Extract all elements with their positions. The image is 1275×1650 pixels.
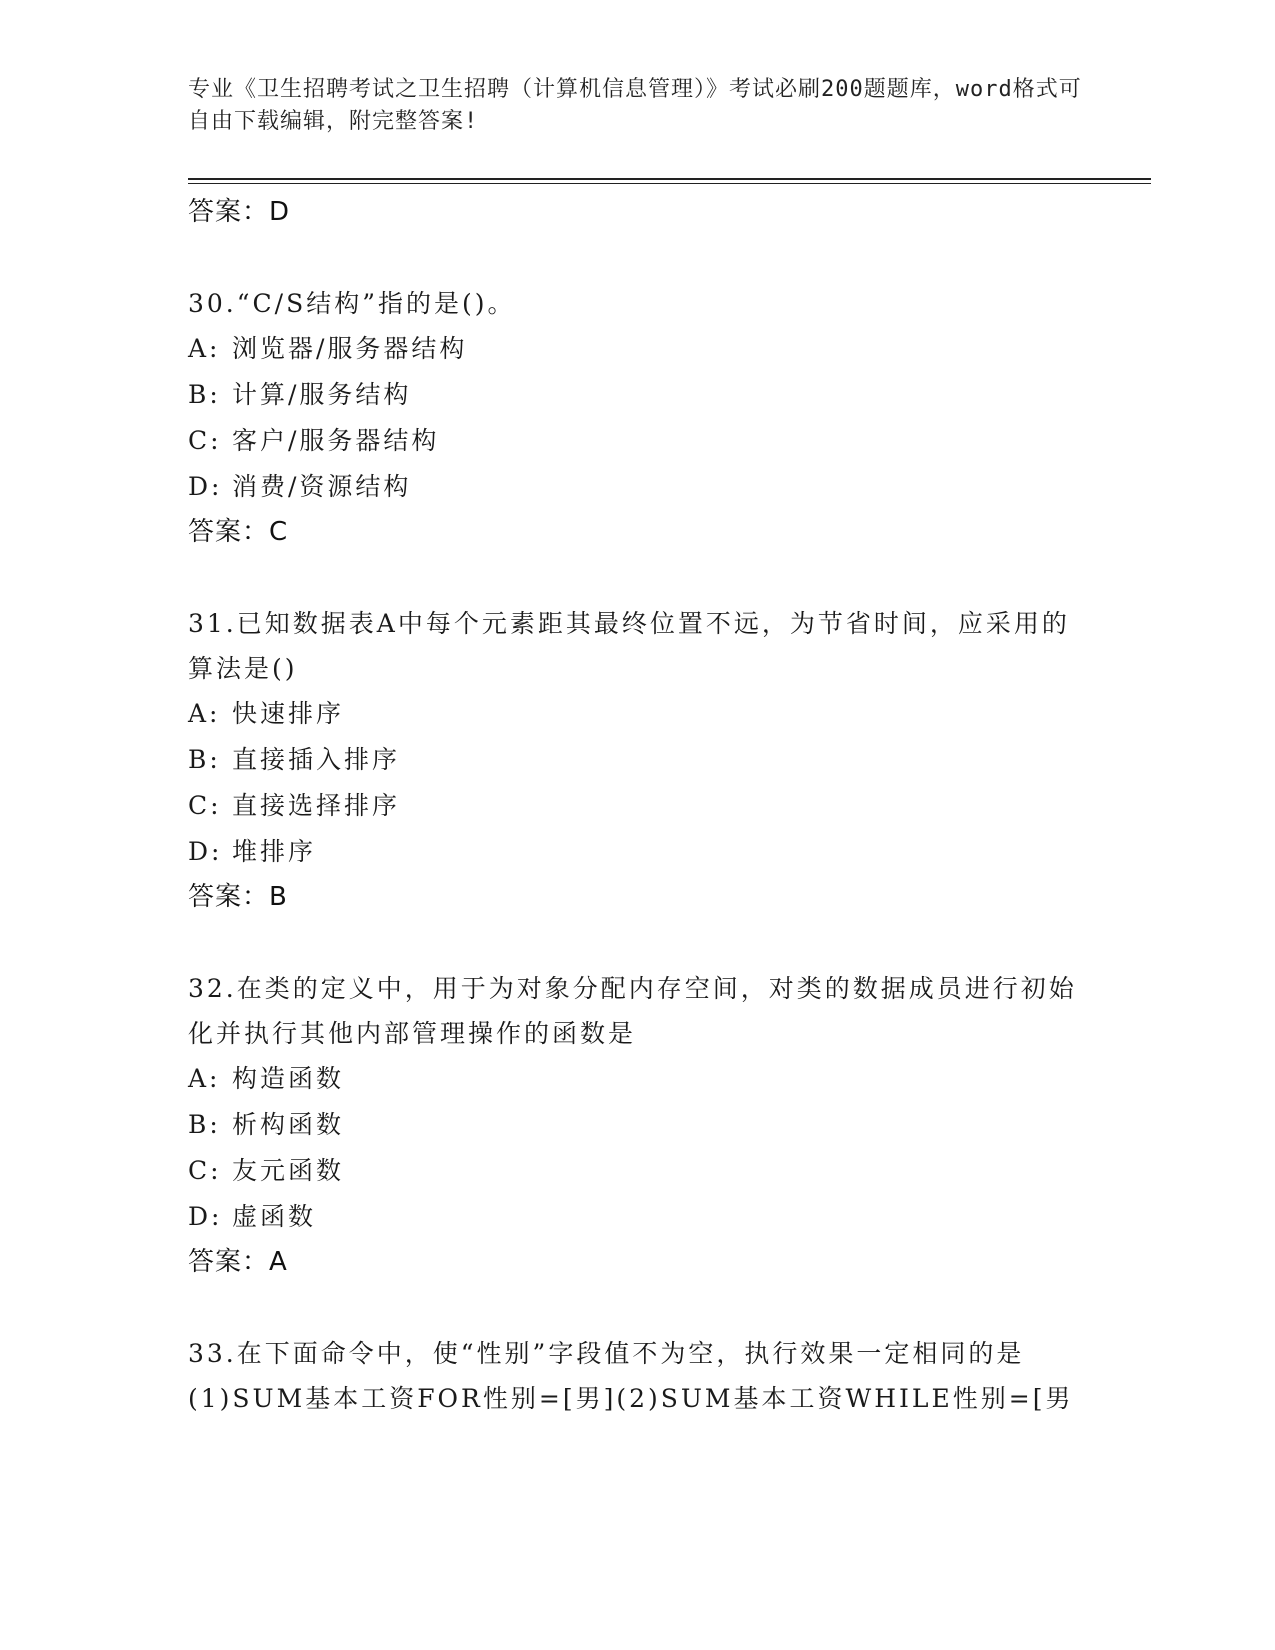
question-30 [188,281,1088,555]
option-letter: C: [188,791,222,820]
option-letter: A: [188,1064,221,1093]
option-d [188,464,1088,510]
option-text: 虚函数 [232,1202,317,1231]
option-text: 客户/服务器结构 [232,426,440,455]
option-d [188,829,1088,875]
question-stem: 31.已知数据表A中每个元素距其最终位置不远，为节省时间，应采用的算法是() [188,609,1070,683]
option-letter: D: [188,837,223,866]
option-b [188,372,1088,418]
option-letter: B: [188,380,221,409]
option-letter: C: [188,1156,222,1185]
question-stem: 30.“C/S结构”指的是()。 [188,289,516,318]
option-letter: A: [188,334,221,363]
option-text: 直接插入排序 [232,745,401,774]
question-31 [188,601,1088,920]
document-header: 专业《卫生招聘考试之卫生招聘（计算机信息管理）》考试必刷200题题库，word格式可自由下载编辑，附完整答案! [188,77,1082,134]
option-letter: A: [188,699,221,728]
option-letter: B: [188,745,221,774]
option-c [188,418,1088,464]
option-a [188,326,1088,372]
answer-line: 答案：C [188,517,289,547]
option-b [188,1102,1088,1148]
answer-line: 答案：B [188,882,288,912]
question-33 [188,1331,1088,1421]
option-letter: C: [188,426,222,455]
answer-line: 答案：A [188,1247,288,1277]
option-text: 消费/资源结构 [232,472,412,501]
option-a [188,691,1088,737]
header-rule [188,178,1151,180]
option-text: 浏览器/服务器结构 [232,334,468,363]
option-text: 析构函数 [232,1110,345,1139]
question-list [188,190,1088,1421]
option-letter: D: [188,1202,223,1231]
option-c [188,783,1088,829]
option-text: 直接选择排序 [232,791,401,820]
option-letter: D: [188,472,223,501]
option-letter: B: [188,1110,221,1139]
answer-line: 答案：D [188,197,291,227]
header-rule-thin [188,183,1151,184]
option-b [188,737,1088,783]
option-text: 堆排序 [232,837,317,866]
option-text: 构造函数 [232,1064,345,1093]
option-c [188,1148,1088,1194]
question-stem: 33.在下面命令中，使“性别”字段值不为空，执行效果一定相同的是(1)SUM基本工资FOR性别=[男](2)SUM基本工资WHILE性别=[男 [188,1339,1074,1413]
question-stem: 32.在类的定义中，用于为对象分配内存空间，对类的数据成员进行初始化并执行其他内部管理操作的函数是 [188,974,1077,1048]
option-text: 友元函数 [232,1156,345,1185]
option-text: 计算/服务结构 [232,380,412,409]
option-text: 快速排序 [232,699,345,728]
option-d [188,1194,1088,1240]
question-32 [188,966,1088,1285]
option-a [188,1056,1088,1102]
